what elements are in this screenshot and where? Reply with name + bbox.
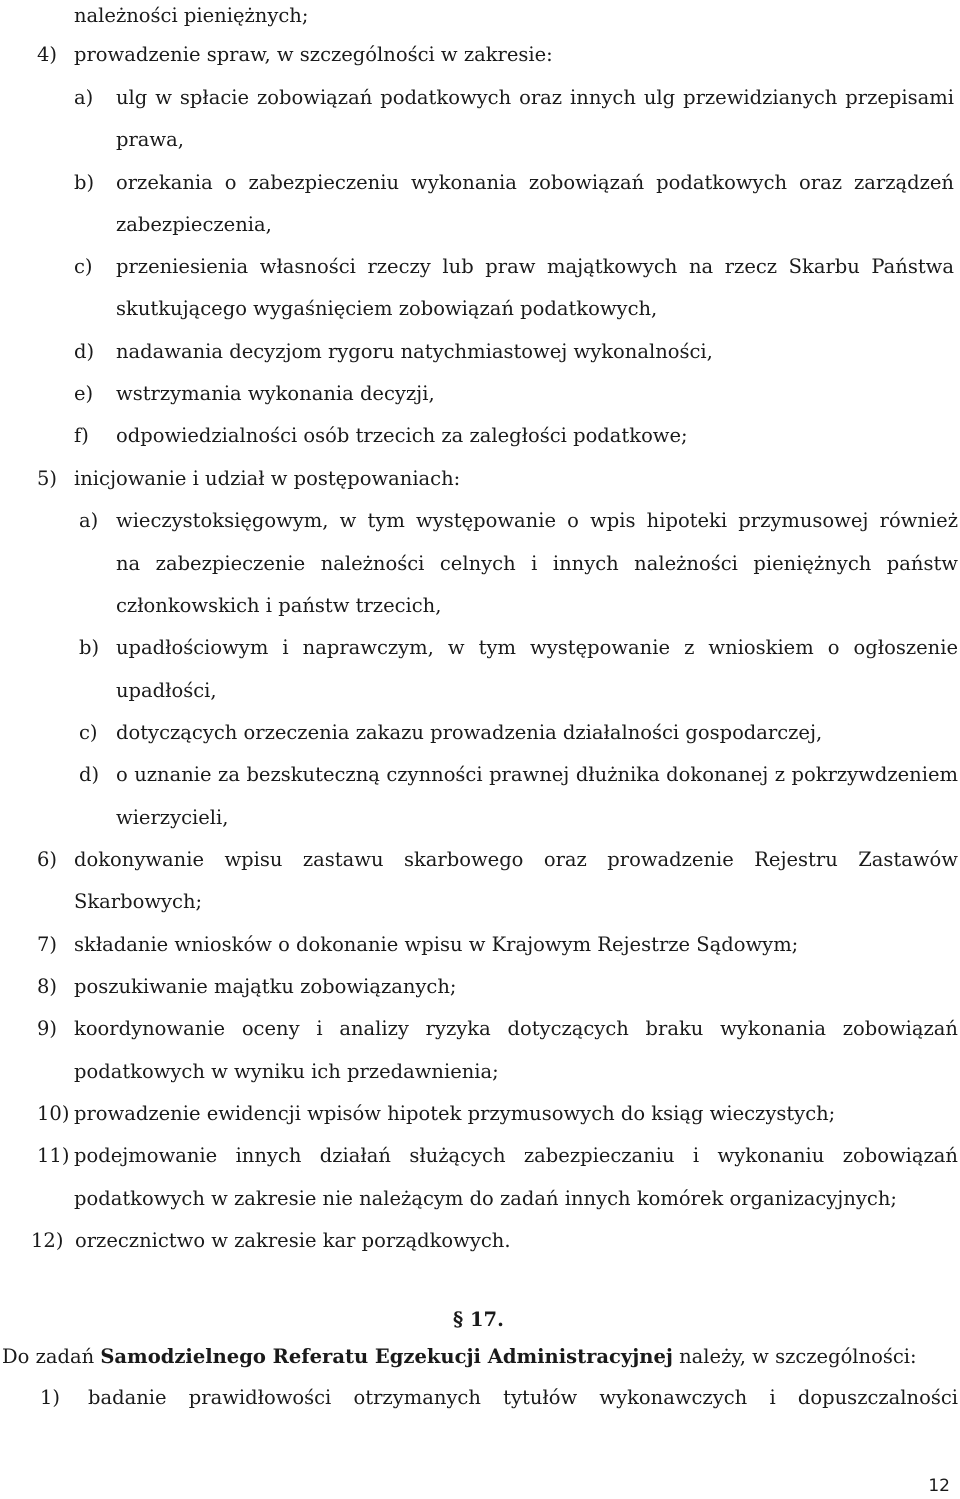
line-text: wieczystoksięgowym, w tym występowanie o wpis hipoteki przymusowej również	[116, 509, 958, 532]
line-text: orzekania o zabezpieczeniu wykonania zobowiązań podatkowych oraz zarządzeń	[116, 171, 954, 194]
line-text: prowadzenie spraw, w szczególności w zakresie:	[74, 43, 553, 66]
line-text: należności pieniężnych;	[74, 4, 309, 27]
line-text: Skarbowych;	[74, 890, 203, 913]
line-text: upadłości,	[116, 679, 217, 702]
list-number: 1)	[40, 1386, 61, 1409]
list-letter: f)	[74, 424, 89, 447]
line-text: członkowskich i państw trzecich,	[116, 594, 442, 617]
section-title: § 17.	[453, 1308, 504, 1331]
line-text: o uznanie za bezskuteczną czynności prawnej dłużnika dokonanej z pokrzywdzeniem	[116, 763, 958, 786]
intro-pre: Do zadań	[2, 1345, 101, 1368]
line-text: orzecznictwo w zakresie kar porządkowych.	[75, 1229, 511, 1252]
line-text: podejmowanie innych działań służących zabezpieczaniu i wykonaniu zobowiązań	[74, 1144, 958, 1167]
line-text: na zabezpieczenie należności celnych i innych należności pieniężnych państw	[116, 552, 958, 575]
department-name: Samodzielnego Referatu Egzekucji Administracyjnej	[100, 1345, 673, 1368]
line-text: inicjowanie i udział w postępowaniach:	[74, 467, 461, 490]
line-text: dotyczących orzeczenia zakazu prowadzenia działalności gospodarczej,	[116, 721, 823, 744]
line-text: przeniesienia własności rzeczy lub praw majątkowych na rzecz Skarbu Państwa	[116, 255, 954, 278]
list-number: 12)	[31, 1229, 64, 1252]
line-text: skutkującego wygaśnięciem zobowiązań podatkowych,	[116, 297, 658, 320]
list-number: 5)	[37, 467, 58, 490]
line-text: wstrzymania wykonania decyzji,	[116, 382, 435, 405]
list-letter: a)	[79, 509, 99, 532]
list-letter: a)	[74, 86, 94, 109]
list-number: 9)	[37, 1017, 58, 1040]
list-letter: c)	[79, 721, 98, 744]
line-text: badanie prawidłowości otrzymanych tytułów wykonawczych i dopuszczalności	[88, 1386, 958, 1409]
list-number: 4)	[37, 43, 58, 66]
intro-paragraph	[2, 1345, 917, 1369]
list-letter: b)	[79, 636, 100, 659]
line-text: nadawania decyzjom rygoru natychmiastowej wykonalności,	[116, 340, 713, 363]
line-text: poszukiwanie majątku zobowiązanych;	[74, 975, 457, 998]
list-letter: d)	[74, 340, 95, 363]
line-text: prowadzenie ewidencji wpisów hipotek przymusowych do ksiąg wieczystych;	[74, 1102, 836, 1125]
list-number: 6)	[37, 848, 58, 871]
line-text: koordynowanie oceny i analizy ryzyka dotyczących braku wykonania zobowiązań	[74, 1017, 958, 1040]
page-number: 12	[928, 1476, 950, 1496]
line-text: podatkowych w wyniku ich przedawnienia;	[74, 1060, 499, 1083]
line-text: zabezpieczenia,	[116, 213, 272, 236]
line-text: ulg w spłacie zobowiązań podatkowych oraz innych ulg przewidzianych przepisami	[116, 86, 954, 109]
line-text: upadłościowym i naprawczym, w tym występowanie z wnioskiem o ogłoszenie	[116, 636, 958, 659]
list-number: 8)	[37, 975, 58, 998]
list-number: 10)	[37, 1102, 70, 1125]
line-text: odpowiedzialności osób trzecich za zaległości podatkowe;	[116, 424, 688, 447]
line-text: składanie wniosków o dokonanie wpisu w Krajowym Rejestrze Sądowym;	[74, 933, 799, 956]
list-letter: b)	[74, 171, 95, 194]
line-text: wierzycieli,	[116, 806, 229, 829]
list-number: 7)	[37, 933, 58, 956]
line-text: podatkowych w zakresie nie należącym do zadań innych komórek organizacyjnych;	[74, 1187, 897, 1210]
line-text: dokonywanie wpisu zastawu skarbowego oraz prowadzenie Rejestru Zastawów	[74, 848, 958, 871]
list-letter: d)	[79, 763, 100, 786]
intro-post: należy, w szczególności:	[672, 1345, 917, 1368]
line-text: prawa,	[116, 128, 184, 151]
list-number: 11)	[37, 1144, 70, 1167]
list-letter: e)	[74, 382, 94, 405]
list-letter: c)	[74, 255, 93, 278]
